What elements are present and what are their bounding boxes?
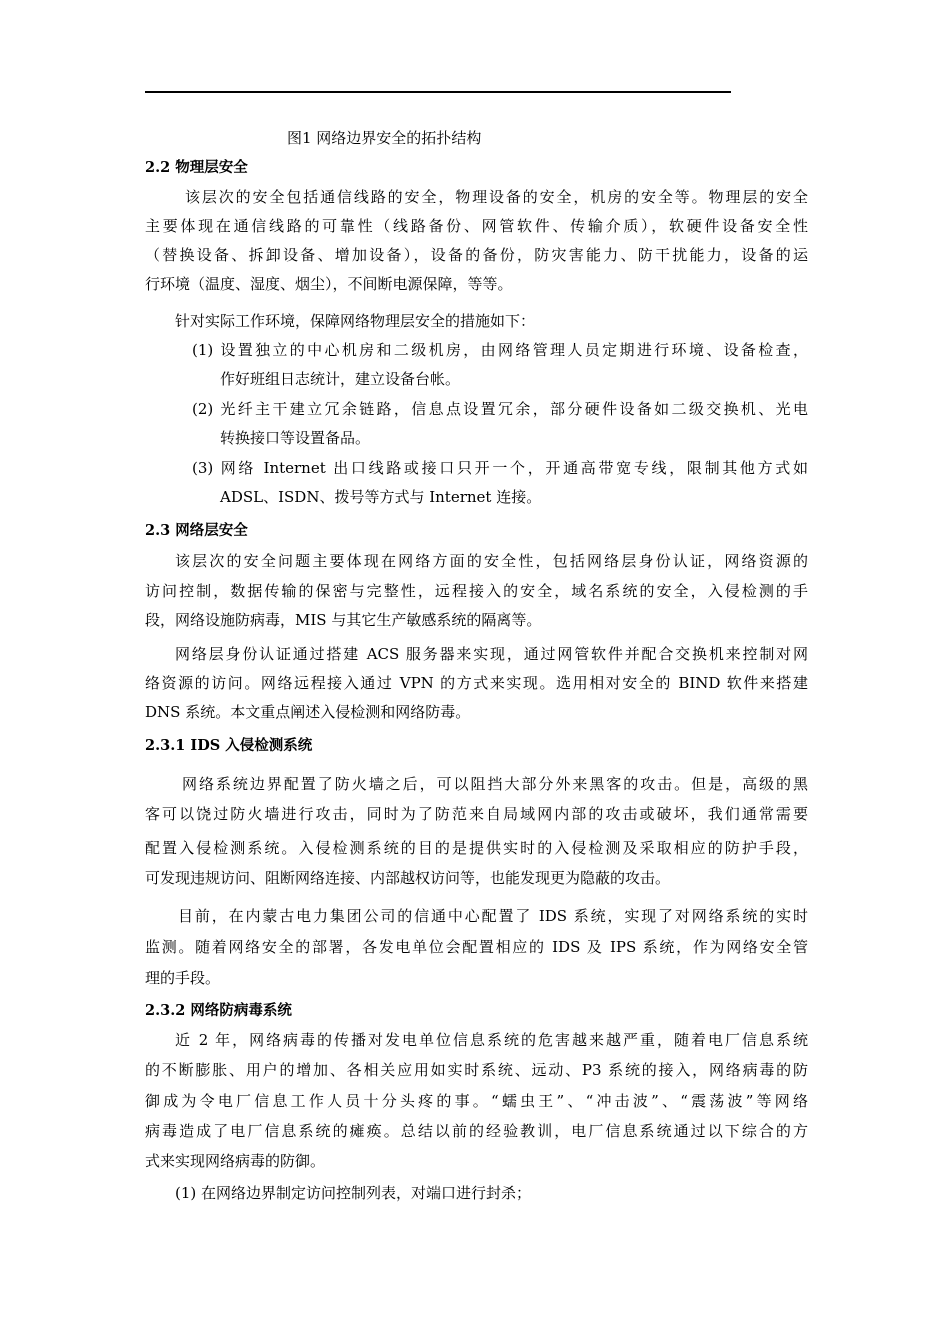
paragraph-line: 理的手段。: [145, 969, 221, 987]
list-item: (1) 在网络边界制定访问控制列表，对端口进行封杀；: [175, 1184, 532, 1202]
list-item-continuation: ADSL、ISDN、拨号等方式与 Internet 连接。: [220, 488, 542, 506]
paragraph-line: 监测。随着网络安全的部署，各发电单位会配置相应的 IDS 及 IPS 系统，作为网络安全管: [145, 938, 808, 956]
paragraph-line: 网络系统边界配置了防火墙之后，可以阻挡大部分外来黑客的攻击。但是，高级的黑: [182, 775, 808, 793]
paragraph-line: 行环境（温度、湿度、烟尘），不间断电源保障，等等。: [145, 275, 513, 293]
section-heading-2-3: 2.3 网络层安全: [145, 522, 248, 539]
paragraph-line: 目前，在内蒙古电力集团公司的信通中心配置了 IDS 系统，实现了对网络系统的实时: [178, 907, 808, 925]
paragraph-line: DNS 系统。本文重点阐述入侵检测和网络防毒。: [145, 703, 471, 721]
section-heading-2-3-1: 2.3.1 IDS 入侵检测系统: [145, 737, 313, 754]
list-item: (3) 网络 Internet 出口线路或接口只开一个，开通高带宽专线，限制其他方式如: [192, 459, 808, 477]
paragraph-line: 该层次的安全包括通信线路的安全，物理设备的安全，机房的安全等。物理层的安全: [185, 188, 808, 206]
paragraph-line: 该层次的安全问题主要体现在网络方面的安全性，包括网络层身份认证，网络资源的: [175, 552, 808, 570]
paragraph-line: 近 2 年，网络病毒的传播对发电单位信息系统的危害越来越严重，随着电厂信息系统: [175, 1031, 808, 1049]
figure-caption: 图1 网络边界安全的拓扑结构: [287, 129, 482, 147]
list-item: (2) 光纤主干建立冗余链路，信息点设置冗余，部分硬件设备如二级交换机、光电: [192, 400, 808, 418]
paragraph-line: 可发现违规访问、阻断网络连接、内部越权访问等，也能发现更为隐蔽的攻击。: [145, 869, 671, 887]
paragraph-line: 针对实际工作环境，保障网络物理层安全的措施如下：: [175, 312, 536, 330]
paragraph-line: 段，网络设施防病毒，MIS 与其它生产敏感系统的隔离等。: [145, 611, 542, 629]
section-heading-2-3-2: 2.3.2 网络防病毒系统: [145, 1002, 292, 1019]
paragraph-line: 配置入侵检测系统。入侵检测系统的目的是提供实时的入侵检测及采取相应的防护手段，: [145, 839, 808, 857]
paragraph-line: 访问控制，数据传输的保密与完整性，远程接入的安全，域名系统的安全，入侵检测的手: [145, 582, 808, 600]
paragraph-line: 客可以饶过防火墙进行攻击，同时为了防范来自局域网内部的攻击或破坏，我们通常需要: [145, 805, 808, 823]
paragraph-line: 御成为令电厂信息工作人员十分头疼的事。“蠕虫王”、“冲击波”、“震荡波”等网络: [145, 1092, 808, 1110]
list-item: (1) 设置独立的中心机房和二级机房，由网络管理人员定期进行环境、设备检查，: [192, 341, 808, 359]
paragraph-line: （替换设备、拆卸设备、增加设备），设备的备份，防灾害能力、防干扰能力，设备的运: [145, 246, 808, 264]
list-item-continuation: 转换接口等设置备品。: [220, 429, 371, 447]
paragraph-line: 网络层身份认证通过搭建 ACS 服务器来实现，通过网管软件并配合交换机来控制对网: [175, 645, 808, 663]
list-item-continuation: 作好班组日志统计，建立设备台帐。: [220, 370, 461, 388]
paragraph-line: 的不断膨胀、用户的增加、各相关应用如实时系统、远动、P3 系统的接入，网络病毒的防: [145, 1061, 808, 1079]
paragraph-line: 病毒造成了电厂信息系统的瘫痪。总结以前的经验教训，电厂信息系统通过以下综合的方: [145, 1122, 808, 1140]
section-heading-2-2: 2.2 物理层安全: [145, 159, 248, 176]
paragraph-line: 络资源的访问。网络远程接入通过 VPN 的方式来实现。选用相对安全的 BIND 软件来搭建: [145, 674, 808, 692]
header-rule: [145, 91, 731, 93]
paragraph-line: 主要体现在通信线路的可靠性（线路备份、网管软件、传输介质），软硬件设备安全性: [145, 217, 808, 235]
paragraph-line: 式来实现网络病毒的防御。: [145, 1152, 326, 1170]
